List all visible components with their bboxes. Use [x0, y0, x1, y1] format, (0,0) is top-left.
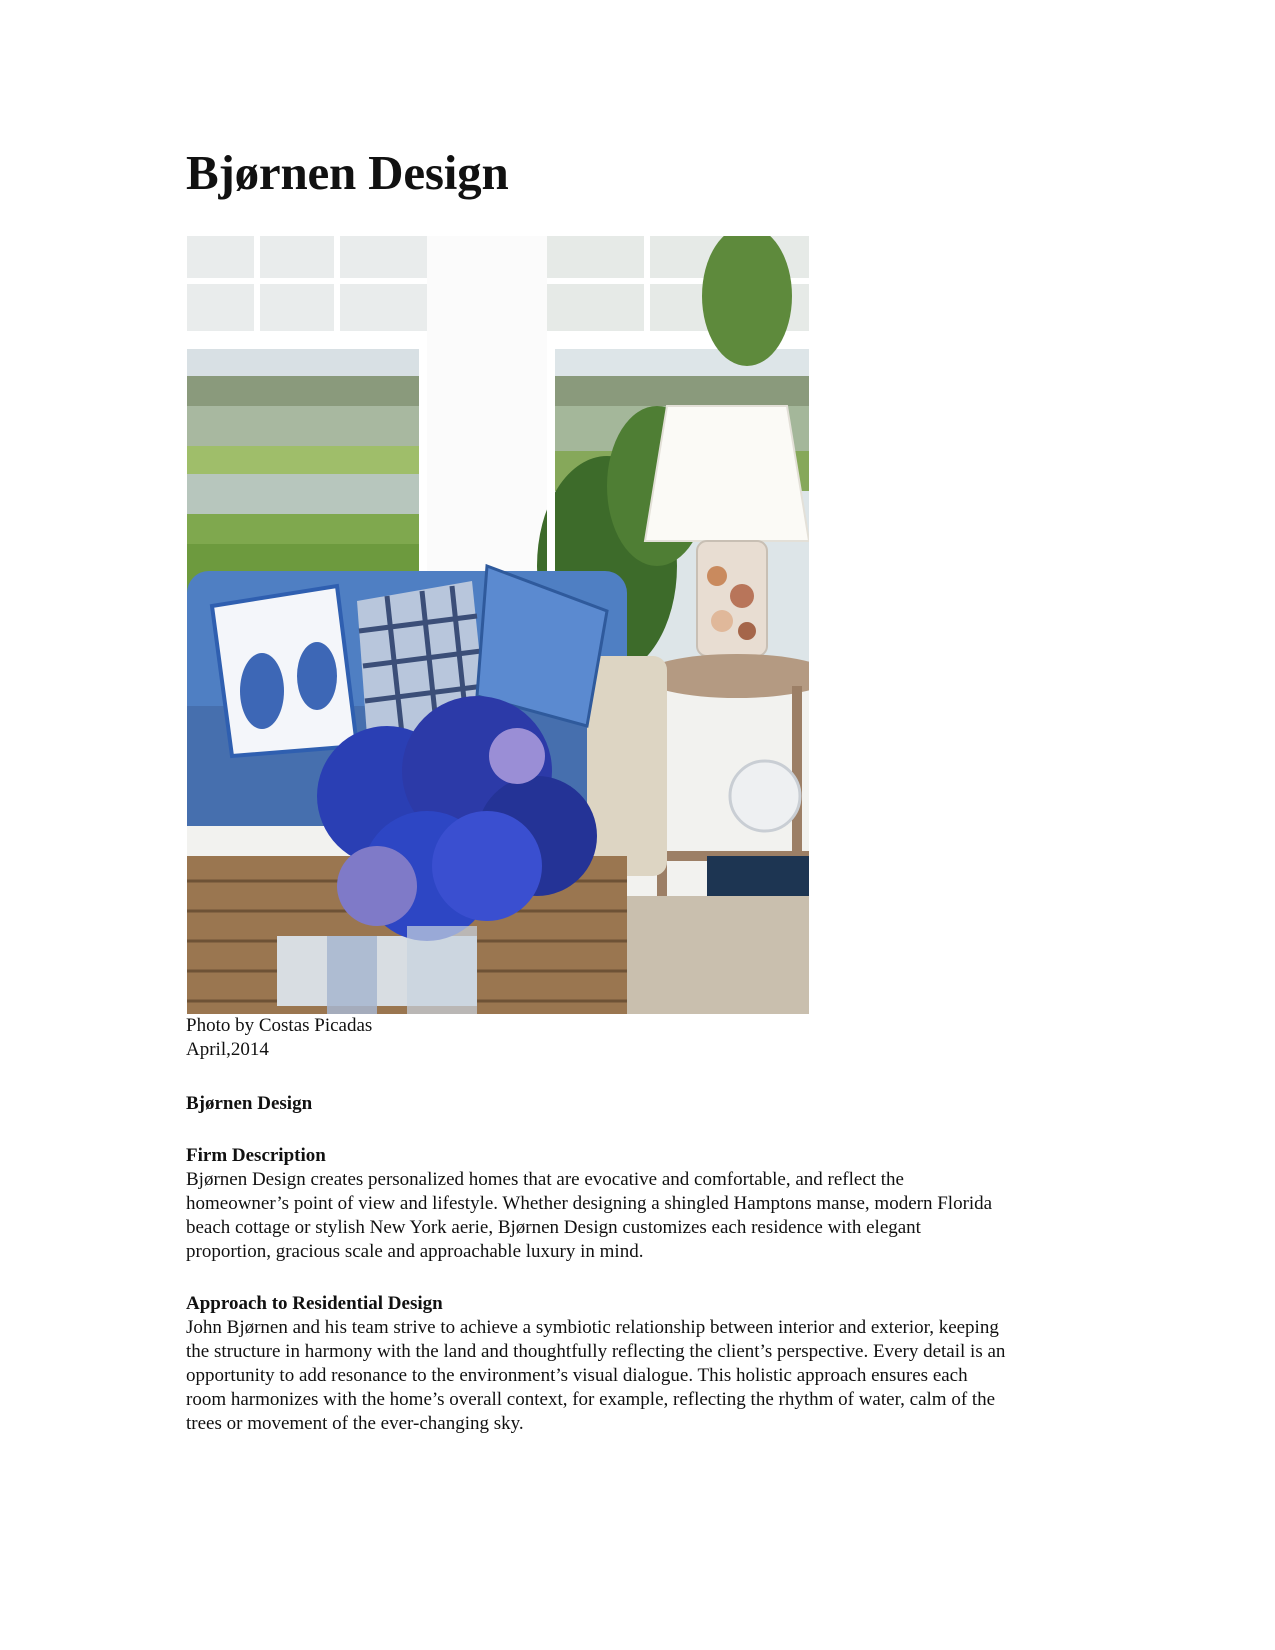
- text-line: John Bjørnen and his team strive to achieve a symbiotic relationship between interior and exterior, keeping: [186, 1317, 999, 1338]
- text-line: trees or movement of the ever-changing sky.: [186, 1413, 524, 1434]
- page-title: Bjørnen Design: [186, 145, 509, 200]
- text-line: Bjørnen Design creates personalized homes that are evocative and comfortable, and reflect the: [186, 1169, 904, 1190]
- interior-photo: [187, 236, 809, 1014]
- firm-name-heading: Bjørnen Design: [186, 1093, 313, 1114]
- text-line: beach cottage or stylish New York aerie, Bjørnen Design customizes each residence with elegant: [186, 1217, 921, 1238]
- text-line: opportunity to add resonance to the environment’s visual dialogue. This holistic approach ensures each: [186, 1365, 968, 1386]
- text-line: proportion, gracious scale and approachable luxury in mind.: [186, 1241, 644, 1262]
- photo-credit: Photo by Costas Picadas: [186, 1015, 373, 1036]
- approach-heading: Approach to Residential Design: [186, 1293, 443, 1314]
- text-line: the structure in harmony with the land and thoughtfully reflecting the client’s perspective. Every detail is an: [186, 1341, 1006, 1362]
- firm-description-text: [186, 1168, 1086, 1264]
- text-line: homeowner’s point of view and lifestyle. Whether designing a shingled Hamptons manse, modern Florida: [186, 1193, 993, 1214]
- firm-description-heading: Firm Description: [186, 1145, 326, 1166]
- text-line: room harmonizes with the home’s overall context, for example, reflecting the rhythm of water, calm of the: [186, 1389, 996, 1410]
- approach-section: [186, 1292, 1086, 1436]
- approach-text: [186, 1316, 1086, 1436]
- photo-date: April,2014: [186, 1039, 269, 1060]
- photo-caption: [186, 1014, 372, 1062]
- firm-description-section: [186, 1144, 1086, 1264]
